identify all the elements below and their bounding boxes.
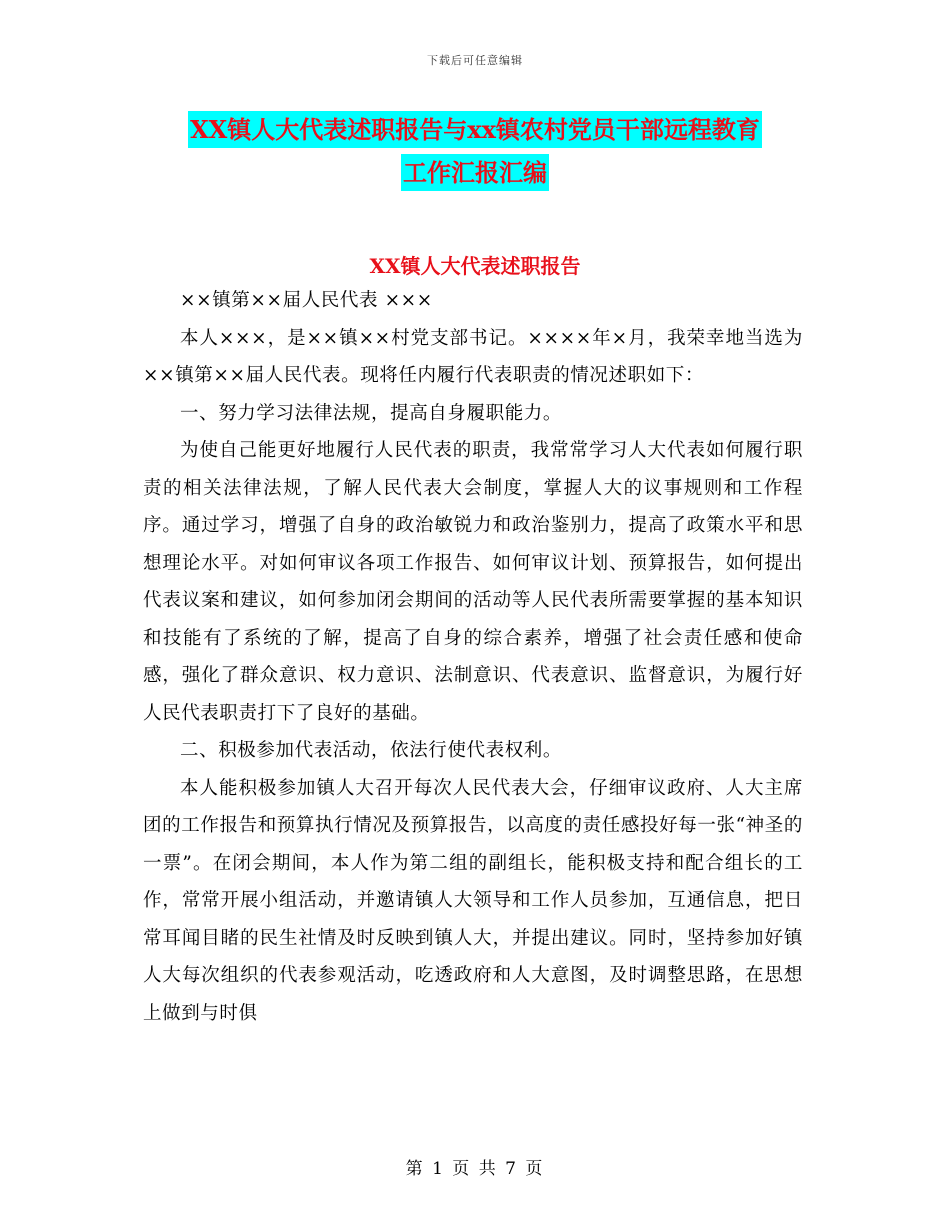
paragraph: 为使自己能更好地履行人民代表的职责，我常常学习人大代表如何履行职责的相关法律法规，了解人民代表大会制度，掌握人大的议事规则和工作程序。通过学习，增强了自身的政治敏锐力和政治鉴别力，提高了政策水平和思想理论水平。对如何审议各项工作报告、如何审议计划、预算报告，如何提出代表议案和建议，如何参加闭会期间的活动等人民代表所需要掌握的基本知识和技能有了系统的了解，提高了自身的综合素养，增强了社会责任感和使命感，强化了群众意识、权力意识、法制意识、代表意识、监督意识，为履行好人民代表职责打下了良好的基础。: [143, 440, 803, 724]
body-text: [143, 282, 803, 1032]
document-title-text-2: 工作汇报汇编: [401, 154, 549, 191]
paragraph: 二、积极参加代表活动，依法行使代表权利。: [180, 740, 563, 761]
document-title-text-1: XX镇人大代表述职报告与xx镇农村党员干部远程教育: [188, 111, 762, 148]
document-title-line-2: [0, 158, 950, 188]
section-title: XX镇人大代表述职报告: [369, 254, 581, 278]
paragraph: 一、努力学习法律法规，提高自身履职能力。: [180, 402, 563, 424]
page-footer: 第 1 页 共 7 页: [405, 1159, 545, 1179]
paragraph: 本人能积极参加镇人大召开每次人民代表大会，仔细审议政府、人大主席团的工作报告和预算执行情况及预算报告，以高度的责任感投好每一张“神圣的一票”。在闭会期间，本人作为第二组的副组长，能积极支持和配合组长的工作，常常开展小组活动，并邀请镇人大领导和工作人员参加，互通信息，把日常耳闻目睹的民生社情及时反映到镇人大，并提出建议。同时，坚持参加好镇人大每次组织的代表参观活动，吃透政府和人大意图，及时调整思路，在思想上做到与时俱: [143, 777, 803, 1024]
header-note: 下载后可任意编辑: [427, 54, 523, 67]
paragraph: ××镇第××届人民代表 ×××: [180, 290, 433, 311]
document-title-line-1: [0, 115, 950, 145]
paragraph: 本人×××，是××镇××村党支部书记。××××年×月，我荣幸地当选为××镇第××届人民代表。现将任内履行代表职责的情况述职如下：: [143, 327, 803, 386]
